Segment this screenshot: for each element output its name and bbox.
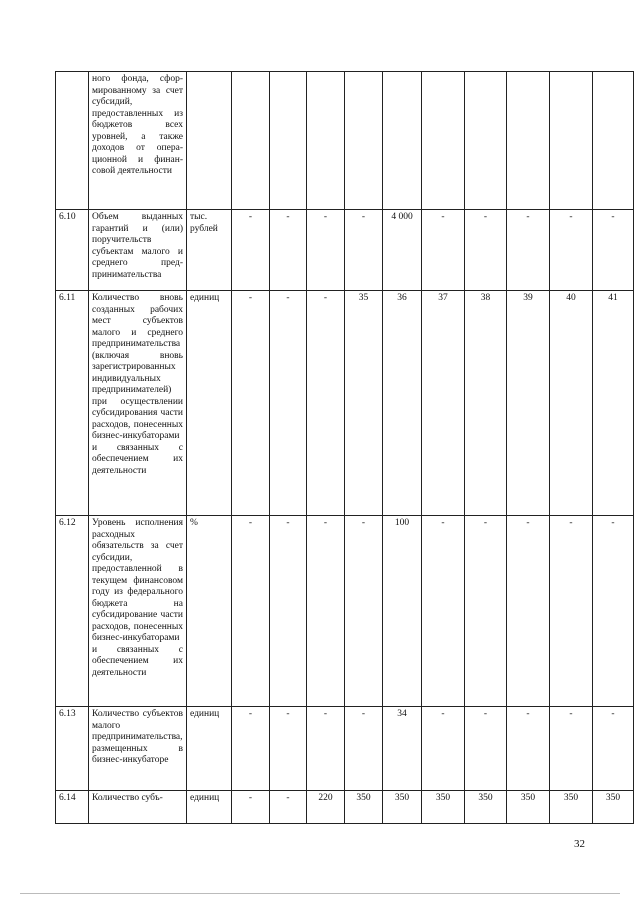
indicator-name-cell: Количество субъектов малого предпринимательства, размещенных в бизнес-инкубаторе	[89, 707, 187, 791]
unit-cell: единиц	[187, 707, 232, 791]
value-cell: -	[270, 291, 307, 516]
value-cell: -	[270, 791, 307, 824]
value-cell: -	[345, 210, 383, 291]
value-cell: 41	[593, 291, 634, 516]
value-cell: -	[593, 210, 634, 291]
value-cell: 34	[383, 707, 422, 791]
value-cell: -	[593, 516, 634, 707]
unit-cell	[187, 72, 232, 210]
indicator-name-cell: Количество вновь созданных рабочих мест субъектов малого и среднего предпринимательства (включая вновь зарегистрированных индивидуальных предпринимателей) при осуществлении субсидирования части расходов, понесенных бизнес-инкубаторами и связанных с обеспечением их деятельности	[89, 291, 187, 516]
row-number-cell: 6.12	[56, 516, 89, 707]
value-cell: -	[270, 707, 307, 791]
value-cell: -	[232, 707, 270, 791]
row-number-cell: 6.11	[56, 291, 89, 516]
value-cell: -	[345, 516, 383, 707]
value-cell: -	[307, 291, 345, 516]
value-cell: -	[232, 791, 270, 824]
value-cell	[232, 72, 270, 210]
value-cell: -	[232, 516, 270, 707]
unit-cell: %	[187, 516, 232, 707]
value-cell: 4 000	[383, 210, 422, 291]
value-cell: -	[422, 210, 465, 291]
unit-cell: единиц	[187, 291, 232, 516]
table-row	[56, 707, 634, 791]
value-cell: 36	[383, 291, 422, 516]
value-cell: -	[232, 291, 270, 516]
value-cell: -	[270, 516, 307, 707]
value-cell: 35	[345, 291, 383, 516]
value-cell: -	[345, 707, 383, 791]
value-cell: -	[550, 210, 593, 291]
value-cell	[422, 72, 465, 210]
value-cell: -	[422, 516, 465, 707]
value-cell: -	[507, 210, 550, 291]
value-cell: 100	[383, 516, 422, 707]
value-cell: 350	[593, 791, 634, 824]
value-cell: -	[550, 516, 593, 707]
value-cell: -	[507, 707, 550, 791]
value-cell: -	[465, 210, 507, 291]
row-number-cell: 6.10	[56, 210, 89, 291]
value-cell: -	[507, 516, 550, 707]
value-cell: -	[593, 707, 634, 791]
table-row	[56, 72, 634, 210]
row-number-cell: 6.14	[56, 791, 89, 824]
value-cell: 39	[507, 291, 550, 516]
indicator-name-cell: Количество субъ-	[89, 791, 187, 824]
indicators-table	[55, 71, 634, 824]
value-cell: 350	[383, 791, 422, 824]
value-cell	[383, 72, 422, 210]
row-number-cell	[56, 72, 89, 210]
value-cell	[465, 72, 507, 210]
value-cell: 350	[507, 791, 550, 824]
value-cell: -	[465, 516, 507, 707]
value-cell: 220	[307, 791, 345, 824]
value-cell: 40	[550, 291, 593, 516]
value-cell: 350	[465, 791, 507, 824]
value-cell: -	[270, 210, 307, 291]
value-cell	[270, 72, 307, 210]
value-cell	[593, 72, 634, 210]
value-cell	[307, 72, 345, 210]
table-row	[56, 210, 634, 291]
value-cell	[507, 72, 550, 210]
bottom-divider	[20, 893, 620, 894]
value-cell: -	[307, 707, 345, 791]
table-row	[56, 516, 634, 707]
value-cell: 37	[422, 291, 465, 516]
page-number: 32	[574, 838, 585, 850]
value-cell: 350	[422, 791, 465, 824]
value-cell: -	[307, 210, 345, 291]
row-number-cell: 6.13	[56, 707, 89, 791]
indicator-name-cell: Уровень исполнения расходных обязательств за счет субсидии, предоставленной в текущем финансовом году из федерального бюджета на субсидирование части расходов, понесенных бизнес-инкубаторами и связанных с обеспечением их деятельности	[89, 516, 187, 707]
value-cell: -	[422, 707, 465, 791]
value-cell	[345, 72, 383, 210]
unit-cell: единиц	[187, 791, 232, 824]
value-cell: -	[307, 516, 345, 707]
value-cell: 350	[345, 791, 383, 824]
table-row	[56, 791, 634, 824]
value-cell: -	[465, 707, 507, 791]
value-cell: -	[550, 707, 593, 791]
unit-cell: тыс. рублей	[187, 210, 232, 291]
indicator-name-cell: Объем выданных гарантий и (или) поручительств субъектам малого и среднего предпринимательства	[89, 210, 187, 291]
indicator-name-cell: ного фонда, сформированному за счет субсидий, предоставленных из бюджетов всех уровней, а также доходов от операционной и финансовой деятельности	[89, 72, 187, 210]
value-cell	[550, 72, 593, 210]
value-cell: -	[232, 210, 270, 291]
table-row	[56, 291, 634, 516]
value-cell: 38	[465, 291, 507, 516]
value-cell: 350	[550, 791, 593, 824]
